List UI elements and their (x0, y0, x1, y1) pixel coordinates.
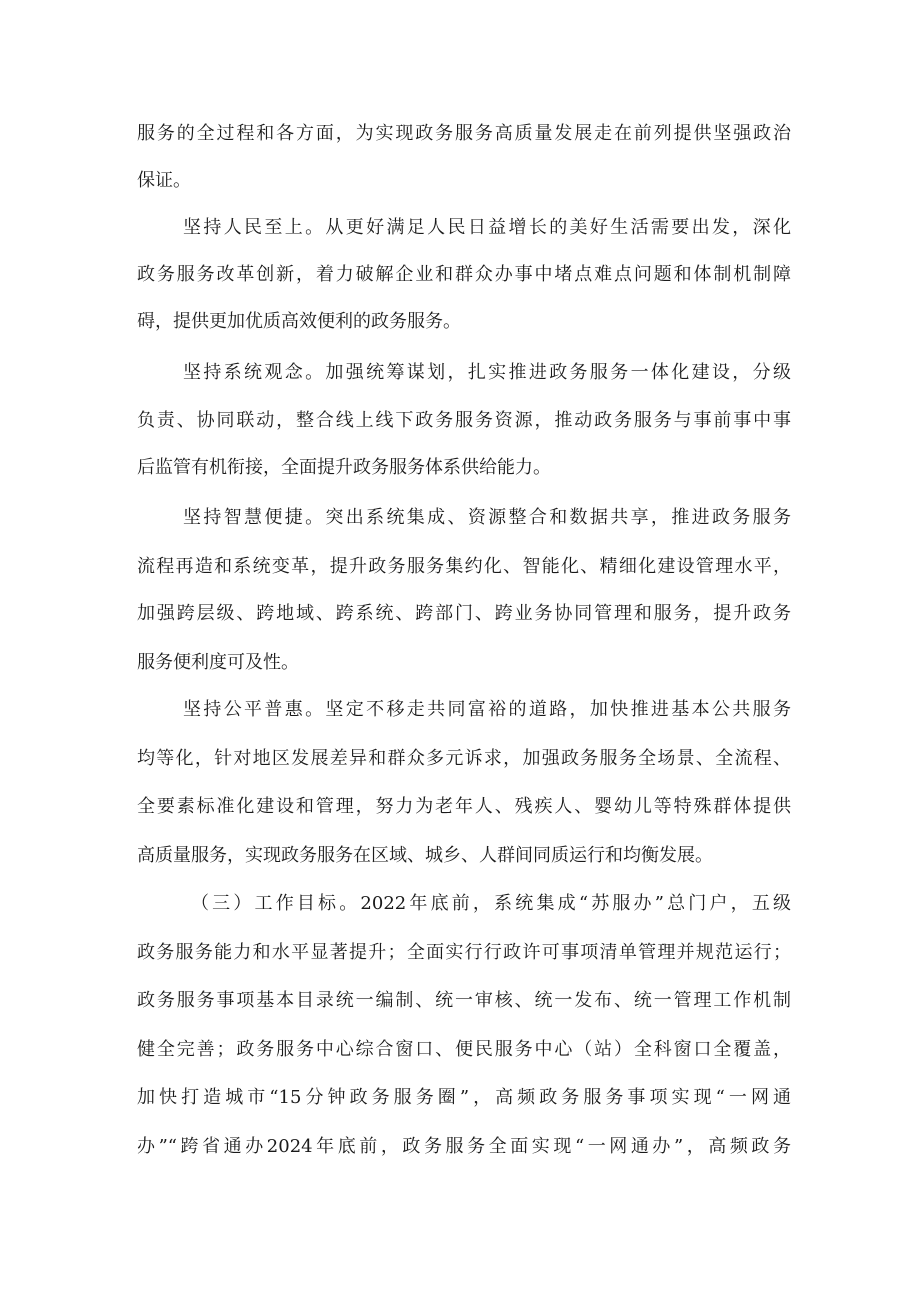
paragraph-line: 健全完善；政务服务中心综合窗口、便民服务中心（站）全科窗口全覆盖， (137, 1039, 791, 1060)
paragraph-line: 坚持智慧便捷。突出系统集成、资源整合和数据共享，推进政务服务 (183, 507, 791, 528)
paragraph-line: 加快打造城市“15分钟政务服务圈”，高频政务服务事项实现“一网通 (137, 1087, 791, 1108)
paragraph-line: 办”“跨省通办2024年底前，政务服务全面实现“一网通办”，高频政务 (137, 1136, 791, 1157)
paragraph-line: 服务便利度可及性。 (137, 652, 299, 673)
paragraph-line: 服务的全过程和各方面，为实现政务服务高质量发展走在前列提供坚强政治 (137, 123, 791, 144)
paragraph-line: 坚持人民至上。从更好满足人民日益增长的美好生活需要出发，深化 (183, 217, 791, 238)
paragraph-line: 政务服务能力和水平显著提升；全面实行行政许可事项清单管理并规范运行； (137, 942, 791, 963)
paragraph-line: 政务服务事项基本目录统一编制、统一审核、统一发布、统一管理工作机制 (137, 990, 791, 1011)
paragraph-line: 加强跨层级、跨地域、跨系统、跨部门、跨业务协同管理和服务，提升政务 (137, 603, 791, 624)
paragraph-line: 保证。 (137, 170, 191, 191)
paragraph-line: 政务服务改革创新，着力破解企业和群众办事中堵点难点问题和体制机制障 (137, 264, 791, 285)
section-heading-line: （三）工作目标。2022年底前，系统集成“苏服办”总门户，五级 (191, 893, 791, 914)
paragraph-line: 均等化，针对地区发展差异和群众多元诉求，加强政务服务全场景、全流程、 (137, 748, 791, 769)
paragraph-line: 流程再造和系统变革，提升政务服务集约化、智能化、精细化建设管理水平， (137, 556, 791, 577)
paragraph-line: 后监管有机衔接，全面提升政务服务体系供给能力。 (137, 457, 551, 478)
paragraph-line: 高质量服务，实现政务服务在区域、城乡、人群间同质运行和均衡发展。 (137, 845, 713, 866)
paragraph-line: 负责、协同联动，整合线上线下政务服务资源，推动政务服务与事前事中事 (137, 410, 791, 431)
paragraph-line: 坚持系统观念。加强统筹谋划，扎实推进政务服务一体化建设，分级 (183, 362, 791, 383)
paragraph-line: 碍，提供更加优质高效便利的政务服务。 (137, 311, 461, 332)
paragraph-line: 坚持公平普惠。坚定不移走共同富裕的道路，加快推进基本公共服务 (183, 699, 791, 720)
paragraph-line: 全要素标准化建设和管理，努力为老年人、残疾人、婴幼儿等特殊群体提供 (137, 796, 791, 817)
